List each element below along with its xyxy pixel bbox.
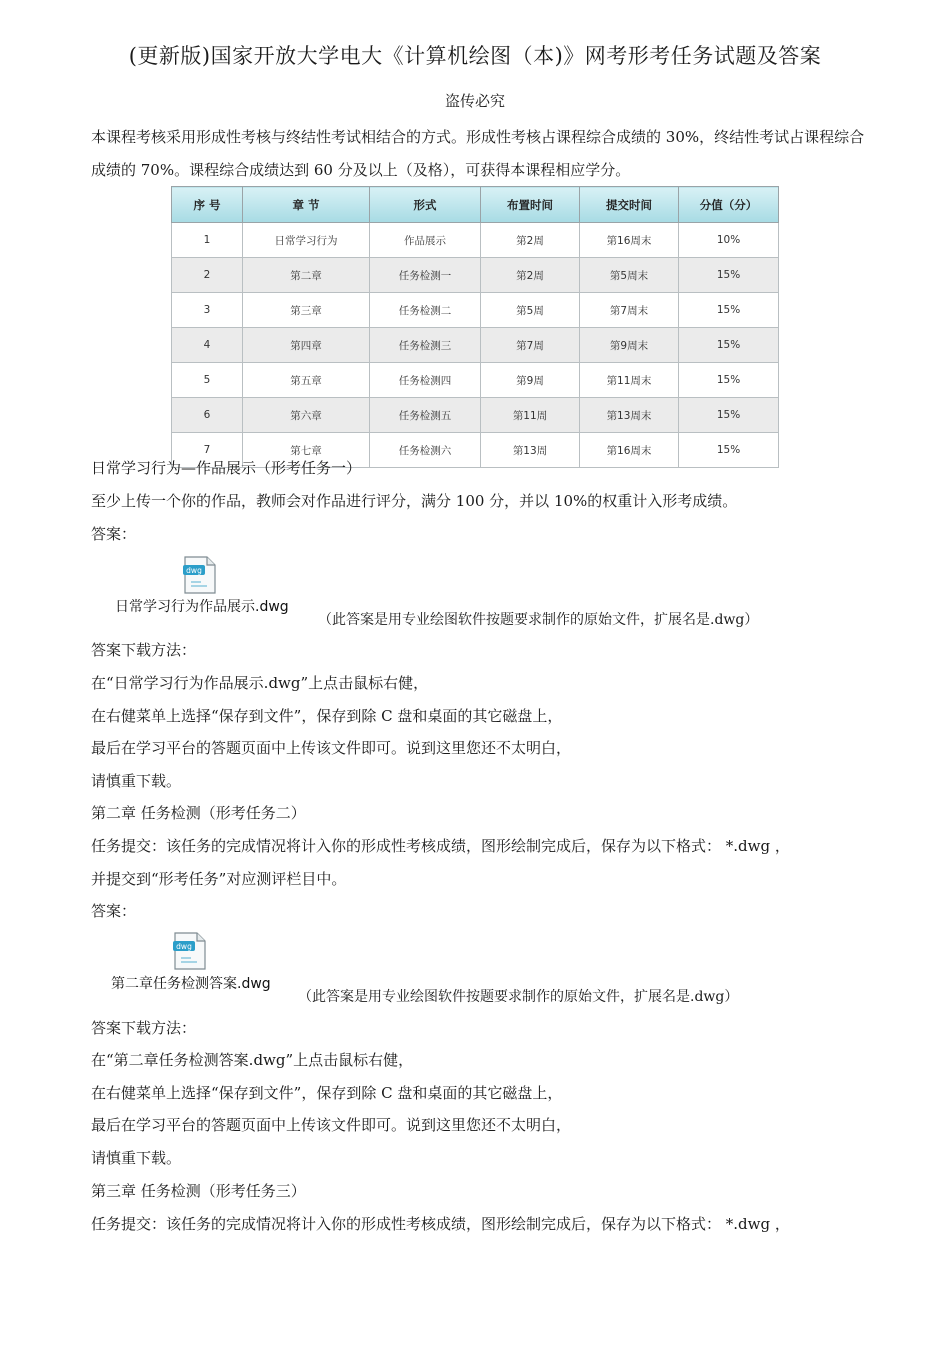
cell-index: 1	[172, 223, 243, 258]
cell-form: 任务检测三	[370, 328, 481, 363]
cell-chapter: 第二章	[243, 258, 370, 293]
cell-index: 6	[172, 398, 243, 433]
cell-score: 15%	[679, 328, 779, 363]
dwg-badge-label: dwg	[176, 942, 192, 951]
cell-assign-time: 第2周	[481, 258, 580, 293]
cell-score: 15%	[679, 258, 779, 293]
cell-form: 任务检测六	[370, 433, 481, 468]
cell-index: 4	[172, 328, 243, 363]
cell-chapter: 第六章	[243, 398, 370, 433]
cell-form: 任务检测四	[370, 363, 481, 398]
download-step-1: 在“第二章任务检测答案.dwg”上点击鼠标右健，	[91, 1051, 414, 1069]
cell-submit-time: 第13周末	[580, 398, 679, 433]
header-submit-time: 提交时间	[580, 187, 679, 223]
download-title: 答案下载方法：	[91, 1019, 197, 1037]
dwg-file-icon[interactable]	[183, 556, 217, 594]
cell-score: 15%	[679, 433, 779, 468]
cell-submit-time: 第16周末	[580, 223, 679, 258]
intro-paragraph: 本课程考核采用形成性考核与终结性考试相结合的方式。形成性考核占课程综合成绩的 30%，终结性考试占课程综合成绩的 70%。课程综合成绩达到 60 分及以上（及格），可获得本课程相应学分。	[91, 128, 865, 179]
download-step-4: 请慎重下载。	[91, 1149, 182, 1167]
header-chapter: 章 节	[243, 187, 370, 223]
document-title: (更新版)国家开放大学电大《计算机绘图（本)》网考形考任务试题及答案	[128, 44, 822, 68]
table-body	[172, 223, 779, 468]
download-step-2: 在右健菜单上选择“保存到文件”，保存到除 C 盘和桌面的其它磁盘上，	[91, 707, 563, 725]
cell-submit-time: 第5周末	[580, 258, 679, 293]
file-name-label[interactable]: 日常学习行为作品展示.dwg	[115, 599, 289, 615]
cell-score: 15%	[679, 398, 779, 433]
cell-form: 作品展示	[370, 223, 481, 258]
download-title: 答案下载方法：	[91, 641, 197, 659]
cell-chapter: 第七章	[243, 433, 370, 468]
header-assign-time: 布置时间	[481, 187, 580, 223]
section2-answer-label: 答案：	[91, 902, 137, 920]
cell-assign-time: 第2周	[481, 223, 580, 258]
table-row	[172, 328, 779, 363]
cell-submit-time: 第11周末	[580, 363, 679, 398]
download-step-3: 最后在学习平台的答题页面中上传该文件即可。说到这里您还不太明白，	[91, 739, 572, 757]
table-row	[172, 398, 779, 433]
cell-submit-time: 第16周末	[580, 433, 679, 468]
table-row	[172, 293, 779, 328]
cell-form: 任务检测二	[370, 293, 481, 328]
cell-chapter: 第三章	[243, 293, 370, 328]
cell-submit-time: 第7周末	[580, 293, 679, 328]
file-note: （此答案是用专业绘图软件按题要求制作的原始文件，扩展名是.dwg）	[318, 612, 759, 628]
document-subtitle: 盗传必究	[444, 92, 505, 110]
cell-assign-time: 第7周	[481, 328, 580, 363]
cell-submit-time: 第9周末	[580, 328, 679, 363]
table-row	[172, 258, 779, 293]
cell-index: 5	[172, 363, 243, 398]
cell-form: 任务检测一	[370, 258, 481, 293]
header-form: 形式	[370, 187, 481, 223]
dwg-file-icon[interactable]	[173, 932, 207, 970]
cell-assign-time: 第11周	[481, 398, 580, 433]
table-row	[172, 223, 779, 258]
cell-index: 3	[172, 293, 243, 328]
dwg-badge-label: dwg	[186, 566, 202, 575]
section1-description: 至少上传一个你的作品，教师会对作品进行评分，满分 100 分，并以 10%的权重计入形考成绩。	[91, 492, 738, 510]
download-step-1: 在“日常学习行为作品展示.dwg”上点击鼠标右健，	[91, 674, 429, 692]
section2-description-2: 并提交到“形考任务”对应测评栏目中。	[91, 870, 347, 888]
download-step-3: 最后在学习平台的答题页面中上传该文件即可。说到这里您还不太明白，	[91, 1116, 572, 1134]
section3-heading: 第三章 任务检测（形考任务三）	[91, 1182, 306, 1200]
table-row	[172, 363, 779, 398]
table-header-row	[172, 187, 779, 223]
section1-answer-label: 答案：	[91, 525, 137, 543]
cell-index: 7	[172, 433, 243, 468]
section1-heading: 日常学习行为—作品展示（形考任务一）	[91, 459, 362, 477]
cell-score: 15%	[679, 293, 779, 328]
cell-form: 任务检测五	[370, 398, 481, 433]
cell-index: 2	[172, 258, 243, 293]
download-step-4: 请慎重下载。	[91, 772, 182, 790]
cell-chapter: 第五章	[243, 363, 370, 398]
assessment-table	[171, 186, 779, 468]
section3-description-1: 任务提交：该任务的完成情况将计入你的形成性考核成绩，图形绘制完成后，保存为以下格式： *.dwg ，	[91, 1215, 790, 1233]
header-score: 分值（分）	[679, 187, 779, 223]
section2-heading: 第二章 任务检测（形考任务二）	[91, 804, 306, 822]
file-name-label[interactable]: 第二章任务检测答案.dwg	[111, 976, 271, 992]
file-note: （此答案是用专业绘图软件按题要求制作的原始文件，扩展名是.dwg）	[298, 989, 739, 1005]
cell-chapter: 第四章	[243, 328, 370, 363]
cell-chapter: 日常学习行为	[243, 223, 370, 258]
header-index: 序 号	[172, 187, 243, 223]
download-step-2: 在右健菜单上选择“保存到文件”，保存到除 C 盘和桌面的其它磁盘上，	[91, 1084, 563, 1102]
cell-assign-time: 第5周	[481, 293, 580, 328]
cell-assign-time: 第9周	[481, 363, 580, 398]
cell-score: 15%	[679, 363, 779, 398]
cell-score: 10%	[679, 223, 779, 258]
section2-description-1: 任务提交：该任务的完成情况将计入你的形成性考核成绩，图形绘制完成后，保存为以下格式： *.dwg ，	[91, 837, 790, 855]
cell-assign-time: 第13周	[481, 433, 580, 468]
